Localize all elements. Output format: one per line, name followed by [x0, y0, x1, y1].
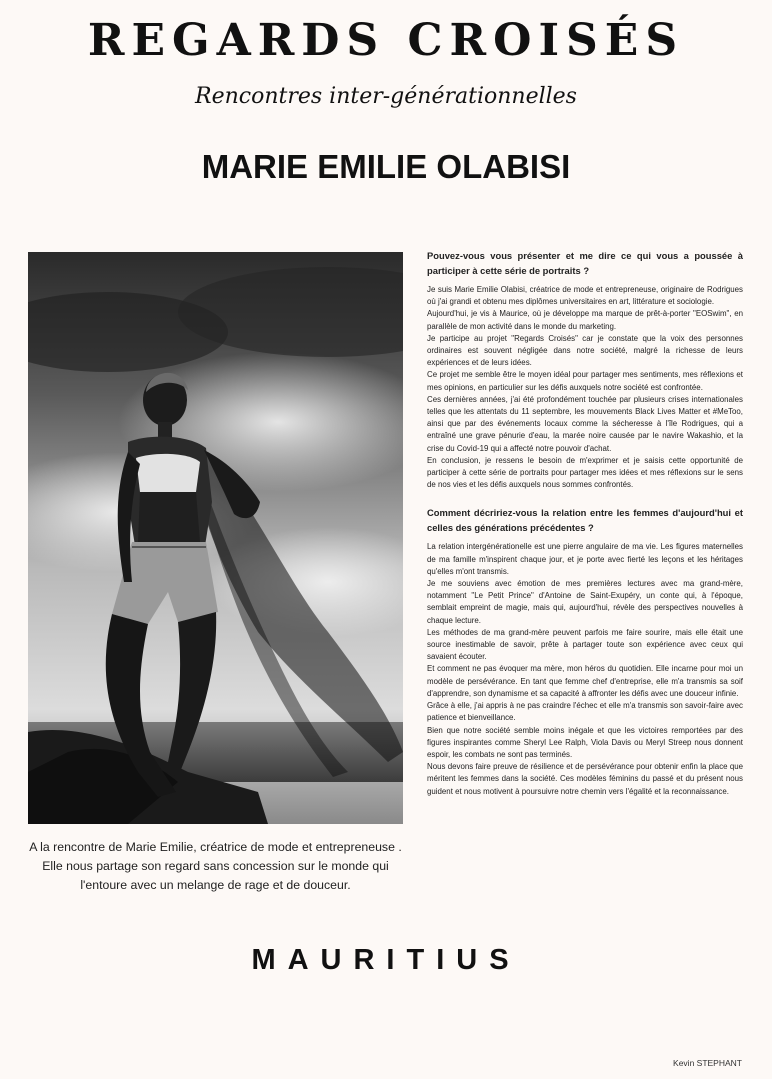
- question-heading: Comment décririez-vous la relation entre les femmes d'aujourd'hui et celles des générations précédentes ?: [427, 507, 743, 534]
- page-subtitle: Rencontres inter-générationnelles: [195, 84, 577, 109]
- answer-paragraph: Je participe au projet "Regards Croisés" car je constate que la voix des personnes ordinaires est souvent négligée dans notre société, malgré la richesse de leurs expériences et de leurs idées.: [427, 333, 743, 368]
- question-heading: Pouvez-vous vous présenter et me dire ce qui vous a poussée à participer à cette série de portraits ?: [427, 250, 743, 276]
- page-title: REGARDS CROISÉS: [87, 15, 685, 66]
- qa-block: [427, 505, 743, 797]
- photographer-credit: Kevin STEPHANT: [673, 1058, 742, 1068]
- answer-paragraph: Je me souviens avec émotion de mes premières lectures avec ma grand-mère, notamment "Le Petit Prince" d'Antoine de Saint-Exupéry, un conte qui, à l'époque, semblait empreint de magie, mais qui, aujourd'hui, révèle des perspectives nouvelles à chaque lecture.: [427, 579, 743, 625]
- answer-paragraph: Les méthodes de ma grand-mère peuvent parfois me faire sourire, mais elle était une source inestimable de savoir, prête à partager toute son expérience avec ceux qui savaient écouter.: [427, 627, 743, 662]
- answer-body: [427, 541, 743, 797]
- country-label: MAURITIUS: [251, 944, 521, 976]
- answer-paragraph: Et comment ne pas évoquer ma mère, mon héros du quotidien. Elle incarne pour moi un modèle de persévérance. En tant que femme chef d'entreprise, elle m'a transmis sa soif d'apprendre, son dynamisme et sa capacité à affronter les défis avec une douceur infinie.: [427, 664, 743, 698]
- answer-paragraph: La relation intergénérationelle est une pierre angulaire de ma vie. Les figures maternelles de ma famille m'inspirent chaque jour, et je porte avec fierté les leçons et les héritages qu'elles m'ont transmis.: [427, 542, 743, 576]
- caption-line: A la rencontre de Marie Emilie, créatrice de mode et entrepreneuse .: [29, 840, 402, 854]
- answer-paragraph: Bien que notre société semble moins inégale et que les victoires remportées par des figures inspirantes comme Sheryl Lee Ralph, Viola Davis ou Meryl Streep nous donnent espoir, les combats ne sont pas terminés.: [427, 725, 743, 759]
- answer-body: [427, 284, 743, 491]
- qa-block: [427, 248, 743, 491]
- interview-column: [427, 248, 743, 798]
- answer-paragraph: Aujourd'hui, je vis à Maurice, où je développe ma marque de prêt-à-porter "EOSwim", en parallèle de mon activité dans le monde du marketing.: [427, 309, 743, 331]
- answer-paragraph: Nous devons faire preuve de résilience et de persévérance pour obtenir enfin la place que méritent les femmes dans la société. Ces modèles féminins du passé et du présent nous guident et nous motivent à poursuivre notre chemin vers l'égalité et la reconnaissance.: [427, 762, 743, 796]
- photo-caption: [28, 838, 403, 895]
- answer-paragraph: Grâce à elle, j'ai appris à ne pas craindre l'échec et elle m'a transmis son savoir-faire avec patience et bienveillance.: [427, 701, 743, 723]
- answer-paragraph: Je suis Marie Emilie Olabisi, créatrice de mode et entrepreneuse, originaire de Rodrigues où j'ai grandi et obtenu mes diplômes universitaires en art, littérature et sociologie.: [427, 285, 743, 307]
- interviewee-name: MARIE EMILIE OLABISI: [201, 148, 571, 185]
- portrait-photo: [28, 252, 403, 824]
- answer-paragraph: Ce projet me semble être le moyen idéal pour partager mes sentiments, mes réflexions et mes opinions, en particulier sur les défis auxquels notre société est confrontée.: [427, 370, 743, 392]
- caption-line: Elle nous partage son regard sans concession sur le monde qui: [42, 859, 389, 873]
- answer-paragraph: En conclusion, je ressens le besoin de m'exprimer et je saisis cette opportunité de participer à cette série de portraits pour partager mes idées et mes réflexions sur le sens de nos vies et les défis auxquels nous sommes confrontés.: [427, 455, 743, 490]
- answer-paragraph: Ces dernières années, j'ai été profondément touchée par plusieurs crises internationales telles que les attentats du 11 septembre, les mouvements Black Lives Matter et #MeToo, ainsi que par des événements locaux comme la sécheresse à l'île Rodrigues, qui a entraîné une grave pénurie d'eau, la marée noire causée par le navire Wakashio, et la crise du Covid-19 qui a affecté notre pouvoir d'achat.: [427, 394, 743, 453]
- caption-line: l'entoure avec un melange de rage et de douceur.: [80, 878, 351, 892]
